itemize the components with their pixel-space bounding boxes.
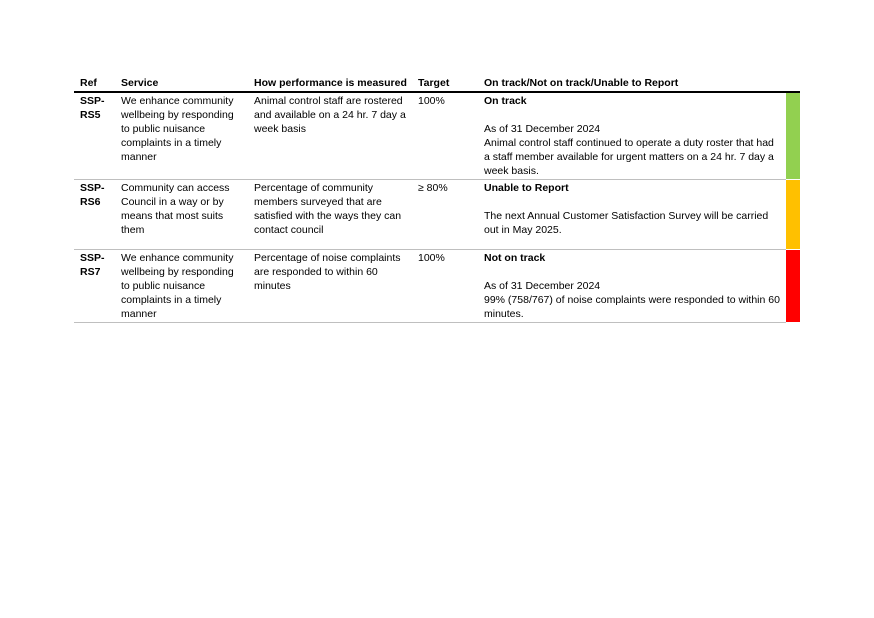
table-row bbox=[74, 180, 800, 250]
measure-cell: Animal control staff are rostered and available on a 24 hr. 7 day a week basis bbox=[248, 92, 412, 180]
status-color-flag bbox=[786, 250, 800, 323]
measure-cell: Percentage of community members surveyed that are satisfied with the ways they can contact council bbox=[248, 180, 412, 250]
status-cell bbox=[478, 250, 786, 323]
status-cell bbox=[478, 180, 786, 250]
ref-cell: SSP-RS5 bbox=[74, 92, 115, 180]
header-measure: How performance is measured bbox=[248, 75, 412, 92]
status-title: On track bbox=[484, 95, 527, 107]
status-title: Unable to Report bbox=[484, 182, 569, 194]
table-row bbox=[74, 92, 800, 180]
status-title: Not on track bbox=[484, 252, 546, 264]
service-cell: We enhance community wellbeing by responding to public nuisance complaints in a timely manner bbox=[115, 92, 248, 180]
header-target: Target bbox=[412, 75, 478, 92]
header-status: On track/Not on track/Unable to Report bbox=[478, 75, 786, 92]
status-date: As of 31 December 2024 bbox=[484, 280, 601, 292]
status-cell bbox=[478, 92, 786, 180]
header-service: Service bbox=[115, 75, 248, 92]
status-color-flag bbox=[786, 180, 800, 250]
target-cell: ≥ 80% bbox=[412, 180, 478, 250]
status-date: As of 31 December 2024 bbox=[484, 123, 601, 135]
status-detail: 99% (758/767) of noise complaints were responded to within 60 minutes. bbox=[484, 294, 780, 320]
service-cell: We enhance community wellbeing by responding to public nuisance complaints in a timely manner bbox=[115, 250, 248, 323]
table-row bbox=[74, 250, 800, 323]
ref-cell: SSP-RS7 bbox=[74, 250, 115, 323]
target-cell: 100% bbox=[412, 250, 478, 323]
service-cell: Community can access Council in a way or by means that most suits them bbox=[115, 180, 248, 250]
measure-cell: Percentage of noise complaints are responded to within 60 minutes bbox=[248, 250, 412, 323]
ref-cell: SSP-RS6 bbox=[74, 180, 115, 250]
performance-table bbox=[74, 75, 800, 323]
status-detail: The next Annual Customer Satisfaction Survey will be carried out in May 2025. bbox=[484, 210, 769, 236]
status-detail: Animal control staff continued to operate a duty roster that had a staff member available for urgent matters on a 24 hr. 7 day a week basis. bbox=[484, 137, 774, 177]
header-status-flag bbox=[786, 75, 800, 92]
table-header-row bbox=[74, 75, 800, 92]
status-color-flag bbox=[786, 92, 800, 180]
target-cell: 100% bbox=[412, 92, 478, 180]
header-ref: Ref bbox=[74, 75, 115, 92]
performance-table-container bbox=[74, 75, 800, 323]
